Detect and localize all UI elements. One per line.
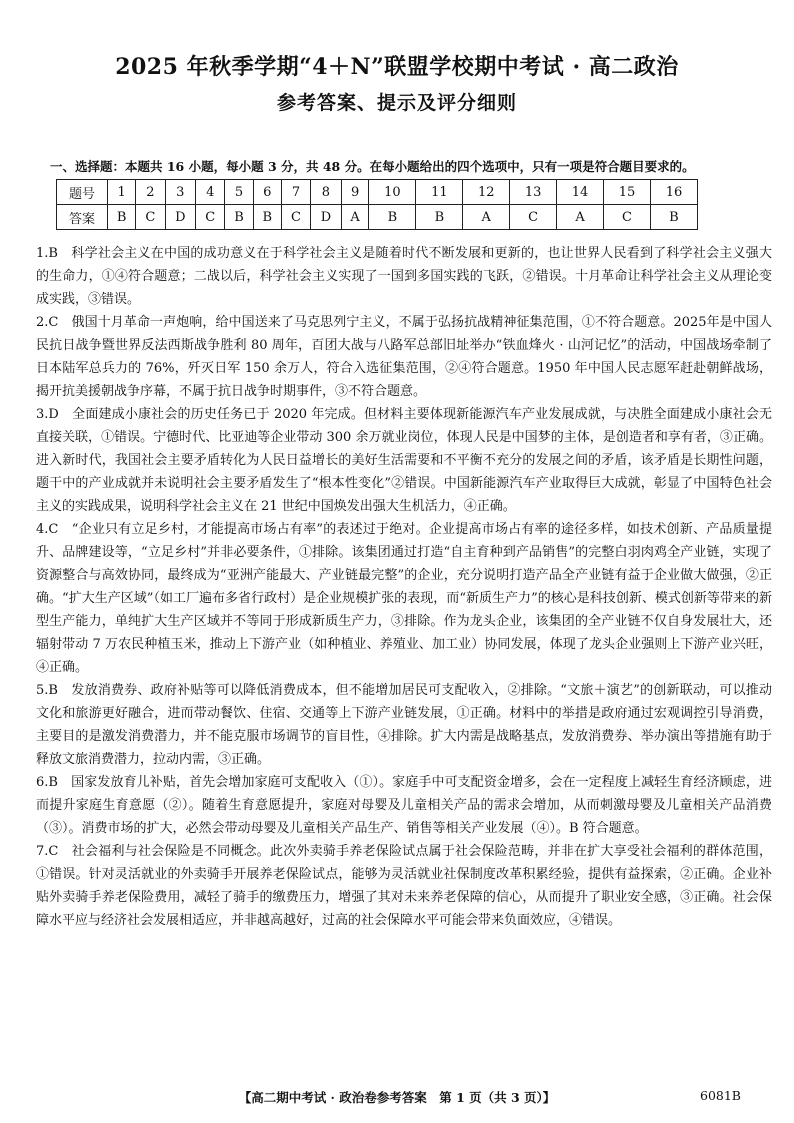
question-number: 15 — [604, 180, 651, 205]
question-number: 2 — [136, 180, 165, 205]
question-number: 9 — [341, 180, 369, 205]
answer-cell: C — [510, 205, 557, 230]
section-heading: 一、选择题：本题共 16 小题，每小题 3 分，共 48 分。在每小题给出的四个选项中，只有一项是符合题目要求的。 — [50, 159, 695, 174]
question-number: 13 — [510, 180, 557, 205]
question-number: 7 — [281, 180, 310, 205]
explanation-item — [36, 518, 772, 679]
answer-cell: B — [416, 205, 463, 230]
answer-cell: C — [281, 205, 310, 230]
item-text: “企业只有立足乡村，才能提高市场占有率”的表述过于绝对。企业提高市场占有率的途径多样，如技术创新、产品质量提升、品牌建设等，“立足乡村”并非必要条件，①排除。该集团通过打造“自主育种到产品销售”的完整白羽肉鸡全产业链，实现了资源整合与高效协同，最终成为“亚洲产能最大、产业链最完整”的企业，充分说明打造产品全产业链有益于企业做大做强，②正确。“扩大生产区域”（如工厂遍布多省行政村）是企业规模扩张的表现，而“新质生产力”的核心是科技创新、模式创新等带来的新型生产能力，单纯扩大生产区域并不等同于形成新质生产力，③排除。作为龙头企业，该集团的全产业链不仅自身发展壮大，还辐射带动 7 万农民种植玉米，推动上下游产业（如种植业、养殖业、加工业）协同发展，体现了龙头企业强则上下游产业兴旺，④正确。 — [36, 522, 772, 675]
answer-cell: B — [253, 205, 281, 230]
question-number: 12 — [463, 180, 510, 205]
question-number: 8 — [311, 180, 342, 205]
item-text: 国家发放育儿补贴，首先会增加家庭可支配收入（①）。家庭手中可支配资金增多，会在一定程度上减轻生育经济顾虑，进而提升家庭生育意愿（②）。随着生育意愿提升，家庭对母婴及儿童相关产品的需求会增加，从而刺激母婴及儿童相关产品消费（③）。消费市场的扩大，必然会带动母婴及儿童相关产品生产、销售等相关产业发展（④）。B 符合题意。 — [36, 775, 772, 836]
item-text: 科学社会主义在中国的成功意义在于科学社会主义是随着时代不断发展和更新的，也让世界人民看到了科学社会主义强大的生命力，①④符合题意；二战以后，科学社会主义实现了一国到多国实践的飞跃，②错误。十月革命让科学社会主义从理论变成实践，③错误。 — [36, 246, 772, 307]
item-label: 3.D — [36, 407, 59, 422]
item-text: 俄国十月革命一声炮响，给中国送来了马克思列宁主义，不属于弘扬抗战精神征集范围，①不符合题意。2025年是中国人民抗日战争暨世界反法西斯战争胜利 80 周年，百团大战与八路军总部旧址举办“铁血烽火 · 山河记忆”的活动，中国战场牵制了日本陆军总兵力的 76%，歼灭日军 150 余万人，符合入选征集范围，②④符合题意。1950 年中国人民志愿军赶赴朝鲜战场，揭开抗美援朝战争序幕，不属于抗日战争时期事件，③不符合题意。 — [36, 315, 772, 399]
paper-code: 6081B — [700, 1088, 741, 1103]
answer-table-answer-row — [57, 205, 698, 230]
question-number: 1 — [108, 180, 136, 205]
page-title: 2025 年秋季学期“4＋N”联盟学校期中考试 · 高二政治 — [115, 54, 679, 80]
item-label: 5.B — [36, 683, 58, 698]
item-text: 社会福利与社会保险是不同概念。此次外卖骑手养老保险试点属于社会保险范畴，并非在扩大享受社会福利的群体范围，①错误。针对灵活就业的外卖骑手开展养老保险试点，能够为灵活就业社保制度改革积累经验，提供有益探索，②正确。企业补贴外卖骑手养老保险费用，减轻了骑手的缴费压力，增强了其对未来养老保障的信心，从而提升了职业安全感，③正确。社会保障水平应与经济社会发展相适应，并非越高越好，过高的社会保障水平可能会带来负面效应，④错误。 — [36, 844, 772, 928]
explanation-item — [36, 403, 772, 518]
answer-cell: C — [604, 205, 651, 230]
question-number: 5 — [225, 180, 253, 205]
item-text: 发放消费券、政府补贴等可以降低消费成本，但不能增加居民可支配收入，②排除。“文旅＋演艺”的创新联动，可以推动文化和旅游更好融合，进而带动餐饮、住宿、交通等上下游产业链发展，①正确。材料中的举措是政府通过宏观调控引导消费，主要目的是激发消费潜力，并不能克服市场调节的盲目性，④排除。扩大内需是战略基点，发放消费券、举办演出等措施有助于释放文旅消费潜力，拉动内需，③正确。 — [36, 683, 772, 767]
question-number: 6 — [253, 180, 281, 205]
explanation-item — [36, 679, 772, 771]
answer-cell: C — [136, 205, 165, 230]
question-number: 11 — [416, 180, 463, 205]
answer-cell: A — [463, 205, 510, 230]
item-text: 全面建成小康社会的历史任务已于 2020 年完成。但材料主要体现新能源汽车产业发展成就，与决胜全面建成小康社会无直接关联，①错误。宁德时代、比亚迪等企业带动 300 余万就业岗位，体现人民是中国梦的主体，是创造者和享有者，③正确。进入新时代，我国社会主要矛盾转化为人民日益增长的美好生活需要和不平衡不充分的发展之间的矛盾，该矛盾是长期性问题，题干中的产业成就并未说明社会主要矛盾发生了“根本性变化”②错误。中国新能源汽车产业取得巨大成就，彰显了中国特色社会主义的实践成果，说明科学社会主义在 21 世纪中国焕发出强大生机活力，④正确。 — [36, 407, 772, 514]
explanation-item — [36, 242, 772, 311]
item-label: 7.C — [36, 844, 59, 859]
row-label-number: 题号 — [57, 180, 108, 205]
answer-cell: D — [165, 205, 196, 230]
answer-cell: B — [108, 205, 136, 230]
explanation-item — [36, 771, 772, 840]
answer-cell: A — [341, 205, 369, 230]
item-label: 2.C — [36, 315, 59, 330]
page-subtitle: 参考答案、提示及评分细则 — [276, 92, 517, 114]
question-number: 16 — [650, 180, 697, 205]
answer-cell: B — [650, 205, 697, 230]
item-label: 4.C — [36, 522, 59, 537]
row-label-answer: 答案 — [57, 205, 108, 230]
answer-table-number-row — [57, 180, 698, 205]
answer-cell: B — [225, 205, 253, 230]
item-label: 6.B — [36, 775, 58, 790]
answer-cell: A — [557, 205, 604, 230]
answer-cell: D — [311, 205, 342, 230]
explanation-list — [36, 242, 772, 932]
answer-table — [56, 179, 698, 230]
question-number: 3 — [165, 180, 196, 205]
answer-cell: B — [369, 205, 416, 230]
explanation-item — [36, 311, 772, 403]
question-number: 14 — [557, 180, 604, 205]
explanation-item — [36, 840, 772, 932]
page-footer: 【高二期中考试 · 政治卷参考答案 第 1 页（共 3 页）】 — [238, 1090, 556, 1105]
question-number: 10 — [369, 180, 416, 205]
question-number: 4 — [196, 180, 225, 205]
answer-cell: C — [196, 205, 225, 230]
item-label: 1.B — [36, 246, 58, 261]
